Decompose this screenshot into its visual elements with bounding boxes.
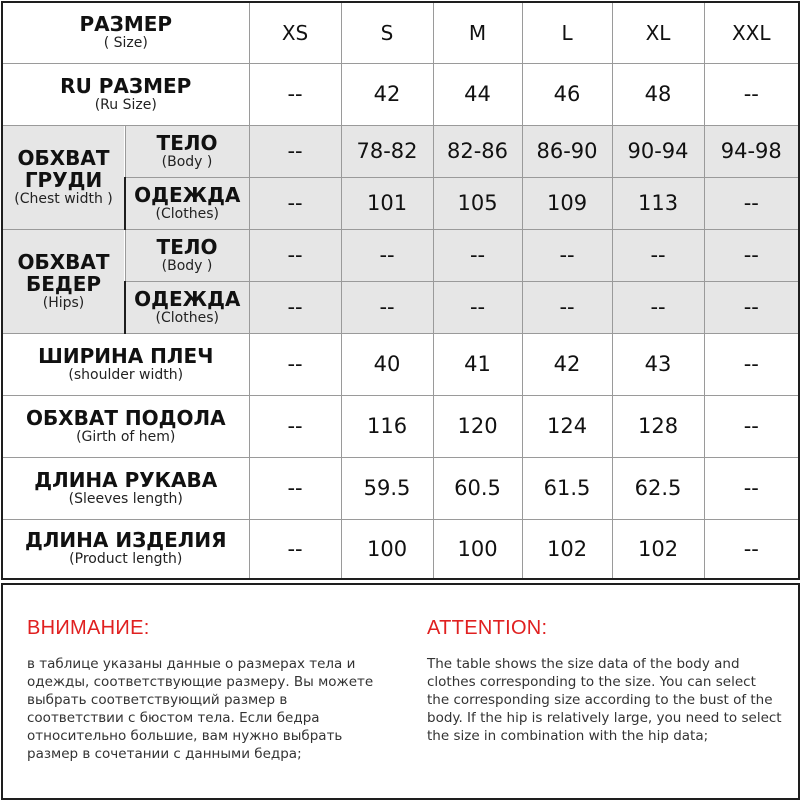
- table-cell: --: [612, 229, 704, 281]
- table-cell: 124: [522, 395, 612, 457]
- table-cell: 116: [341, 395, 433, 457]
- sleeve-row: [2, 457, 799, 519]
- table-cell: 42: [341, 63, 433, 125]
- chest-body-label-cell: ТЕЛО (Body ): [125, 125, 249, 177]
- size-header-sub: ( Size): [103, 35, 148, 52]
- attention-en-line: clothes corresponding to the size. You can select: [427, 674, 756, 690]
- attention-text-en: [427, 655, 787, 745]
- table-cell: --: [612, 281, 704, 333]
- hips-body-row: [2, 229, 799, 281]
- attention-ru-line: в таблице указаны данные о размерах тела и: [27, 656, 356, 672]
- table-cell: --: [522, 281, 612, 333]
- attention-ru-line: размер в сочетании с данными бедра;: [27, 746, 302, 762]
- attention-box: [1, 583, 800, 800]
- table-cell: 78-82: [341, 125, 433, 177]
- table-cell: --: [704, 519, 799, 579]
- table-cell: 102: [522, 519, 612, 579]
- table-cell: --: [249, 333, 341, 395]
- table-cell: --: [433, 281, 522, 333]
- table-cell: 44: [433, 63, 522, 125]
- table-cell: --: [249, 519, 341, 579]
- table-cell: --: [704, 63, 799, 125]
- hem-row: [2, 395, 799, 457]
- size-l-header: L: [522, 2, 612, 63]
- table-cell: 128: [612, 395, 704, 457]
- sleeve-label-cell: ДЛИНА РУКАВА (Sleeves length): [2, 457, 249, 519]
- table-cell: --: [249, 177, 341, 229]
- table-cell: 100: [433, 519, 522, 579]
- table-cell: --: [522, 229, 612, 281]
- chest-group-label-cell: ОБХВАТ ГРУДИ (Chest width ): [2, 125, 125, 229]
- table-cell: --: [341, 281, 433, 333]
- hem-label-cell: ОБХВАТ ПОДОЛА (Girth of hem): [2, 395, 249, 457]
- table-cell: 48: [612, 63, 704, 125]
- table-cell: 86-90: [522, 125, 612, 177]
- table-cell: 113: [612, 177, 704, 229]
- hips-clothes-label-cell: ОДЕЖДА (Clothes): [125, 281, 249, 333]
- table-cell: --: [704, 395, 799, 457]
- table-cell: 109: [522, 177, 612, 229]
- size-s-header: S: [341, 2, 433, 63]
- shoulder-label-cell: ШИРИНА ПЛЕЧ (shoulder width): [2, 333, 249, 395]
- table-cell: 90-94: [612, 125, 704, 177]
- table-cell: 59.5: [341, 457, 433, 519]
- table-cell: 82-86: [433, 125, 522, 177]
- attention-ru-line: относительно большие, вам нужно выбрать: [27, 728, 343, 744]
- size-header-label: РАЗМЕР: [79, 12, 173, 37]
- table-cell: --: [433, 229, 522, 281]
- size-xxl-header: XXL: [704, 2, 799, 63]
- table-cell: 105: [433, 177, 522, 229]
- table-cell: 61.5: [522, 457, 612, 519]
- attention-en-line: The table shows the size data of the body and: [427, 656, 740, 672]
- table-cell: 40: [341, 333, 433, 395]
- table-cell: --: [704, 333, 799, 395]
- table-cell: 120: [433, 395, 522, 457]
- size-xl-header: XL: [612, 2, 704, 63]
- table-cell: 46: [522, 63, 612, 125]
- table-cell: --: [249, 229, 341, 281]
- table-cell: --: [249, 63, 341, 125]
- table-cell: --: [249, 457, 341, 519]
- attention-ru-line: одежды, соответствующие размеру. Вы можете: [27, 674, 374, 690]
- table-cell: --: [341, 229, 433, 281]
- table-cell: 102: [612, 519, 704, 579]
- table-cell: --: [704, 177, 799, 229]
- product-length-label-cell: ДЛИНА ИЗДЕЛИЯ (Product length): [2, 519, 249, 579]
- attention-title-ru: ВНИМАНИЕ:: [27, 617, 150, 639]
- size-table: [1, 1, 800, 580]
- table-cell: --: [704, 229, 799, 281]
- hips-body-label-cell: ТЕЛО (Body ): [125, 229, 249, 281]
- size-header-cell: [2, 2, 249, 63]
- table-cell: --: [249, 125, 341, 177]
- table-cell: --: [704, 281, 799, 333]
- header-row: [2, 2, 799, 63]
- table-cell: 43: [612, 333, 704, 395]
- attention-text-ru: [27, 655, 387, 763]
- table-cell: --: [704, 457, 799, 519]
- attention-ru-line: соответствии с бюстом тела. Если бедра: [27, 710, 320, 726]
- table-cell: 60.5: [433, 457, 522, 519]
- attention-ru-line: выбрать соответствующий размер в: [27, 692, 288, 708]
- size-xs-header: XS: [249, 2, 341, 63]
- chest-body-row: [2, 125, 799, 177]
- size-m-header: M: [433, 2, 522, 63]
- table-cell: 41: [433, 333, 522, 395]
- table-cell: 100: [341, 519, 433, 579]
- hips-group-label-cell: ОБХВАТ БЕДЕР (Hips): [2, 229, 125, 333]
- table-cell: 101: [341, 177, 433, 229]
- attention-title-en: ATTENTION:: [427, 617, 548, 639]
- table-cell: --: [249, 395, 341, 457]
- product-length-row: [2, 519, 799, 579]
- attention-en-line: the corresponding size according to the bust of the: [427, 692, 773, 708]
- table-cell: 94-98: [704, 125, 799, 177]
- table-cell: --: [249, 281, 341, 333]
- table-cell: 62.5: [612, 457, 704, 519]
- shoulder-row: [2, 333, 799, 395]
- ru-size-row: [2, 63, 799, 125]
- attention-en-line: the size in combination with the hip data;: [427, 728, 709, 744]
- chest-clothes-label-cell: ОДЕЖДА (Clothes): [125, 177, 249, 229]
- ru-size-label-cell: RU РАЗМЕР (Ru Size): [2, 63, 249, 125]
- table-cell: 42: [522, 333, 612, 395]
- attention-en-line: body. If the hip is relatively large, you need to select: [427, 710, 782, 726]
